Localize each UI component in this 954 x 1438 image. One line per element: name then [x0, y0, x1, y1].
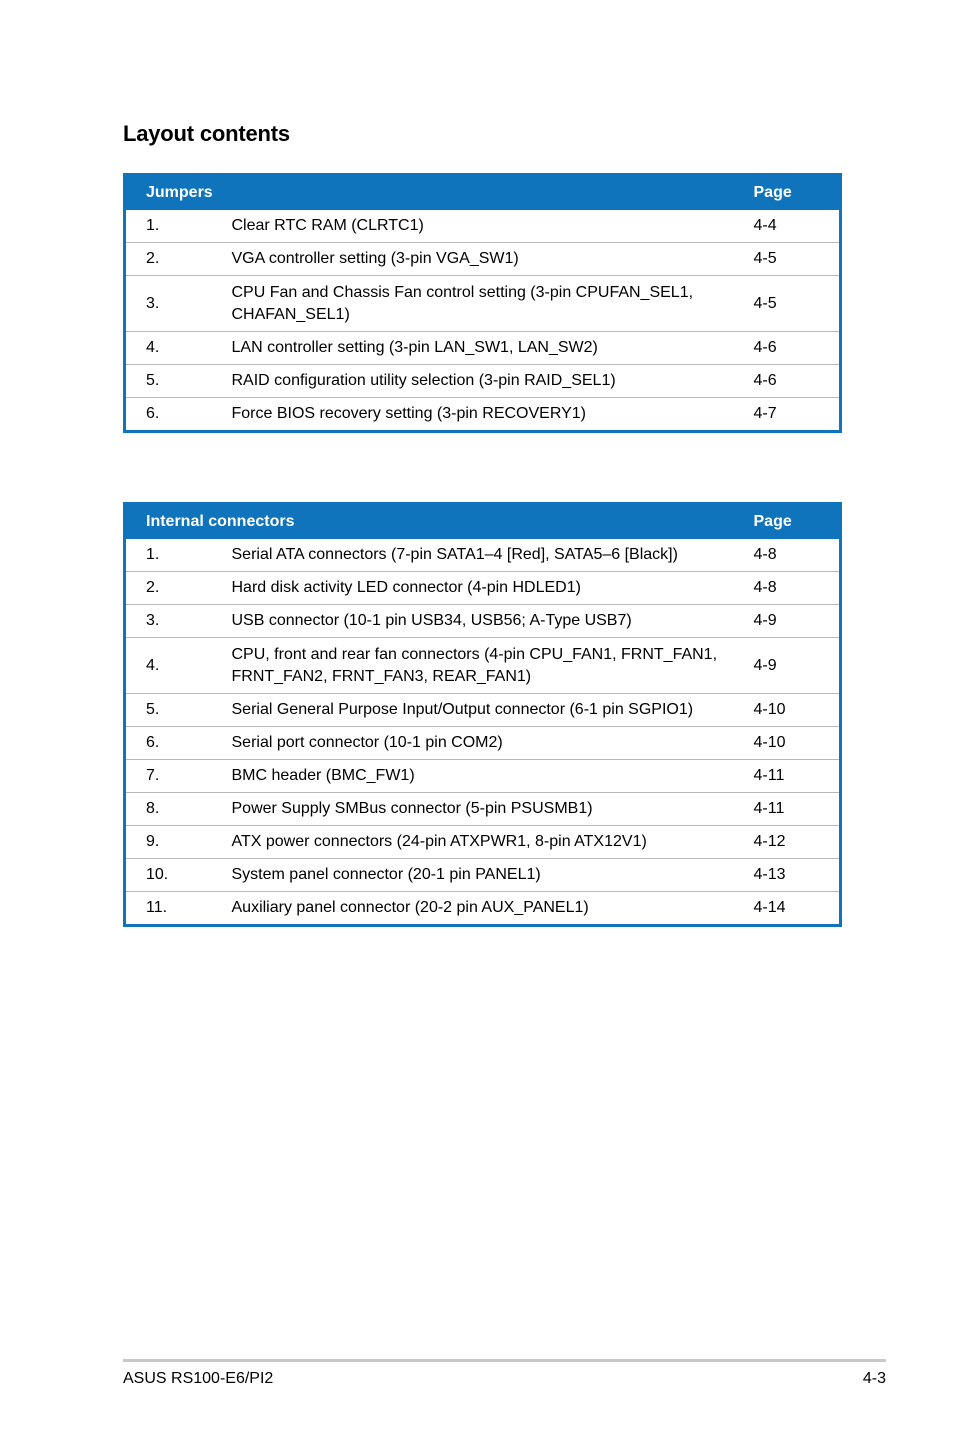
row-number: 2.: [125, 243, 232, 276]
row-page: 4-5: [754, 243, 841, 276]
row-description: Serial General Purpose Input/Output connector (6-1 pin SGPIO1): [232, 694, 754, 727]
row-number: 1.: [125, 539, 232, 572]
table-row: [125, 760, 841, 793]
table-row: [125, 859, 841, 892]
row-description: Serial ATA connectors (7-pin SATA1–4 [Red], SATA5–6 [Black]): [232, 539, 754, 572]
row-page: 4-10: [754, 694, 841, 727]
row-description: Serial port connector (10-1 pin COM2): [232, 727, 754, 760]
row-description: Auxiliary panel connector (20-2 pin AUX_PANEL1): [231, 899, 589, 916]
row-page: 4-6: [754, 365, 841, 398]
row-page: 4-8: [754, 539, 841, 572]
internal-connectors-table: [123, 502, 842, 927]
row-number: 5.: [125, 365, 232, 398]
footer-product-name: ASUS RS100-E6/PI2: [123, 1370, 274, 1387]
table-row: [125, 572, 841, 605]
row-number: 8.: [125, 793, 232, 826]
row-number: 4.: [125, 638, 232, 694]
row-description: CPU, front and rear fan connectors (4-pin CPU_FAN1, FRNT_FAN1, FRNT_FAN2, FRNT_FAN3, REAR_FAN1): [232, 638, 754, 694]
table-row: [125, 365, 841, 398]
row-number: 10.: [125, 859, 232, 892]
row-number: 11.: [146, 899, 168, 916]
row-page: 4-14: [753, 899, 786, 916]
table-row: [125, 793, 841, 826]
row-description: Clear RTC RAM (CLRTC1): [232, 210, 754, 243]
table-row: [125, 539, 841, 572]
row-number: 5.: [125, 694, 232, 727]
row-number: 4.: [125, 332, 232, 365]
table-row: [125, 332, 841, 365]
jumpers-header-row: [125, 175, 841, 211]
table-row: [125, 398, 841, 432]
row-description: USB connector (10-1 pin USB34, USB56; A-Type USB7): [232, 605, 754, 638]
row-number: 6.: [146, 405, 160, 422]
footer-page-number: 4-3: [862, 1370, 886, 1387]
row-page: 4-9: [754, 638, 841, 694]
table-row: [125, 727, 841, 760]
connectors-header-page: Page: [754, 504, 841, 540]
row-description: RAID configuration utility selection (3-pin RAID_SEL1): [232, 365, 754, 398]
jumpers-table: [123, 173, 842, 433]
row-page: 4-11: [754, 793, 841, 826]
row-page: 4-4: [754, 210, 841, 243]
table-row: [125, 210, 841, 243]
row-page: 4-7: [753, 405, 777, 422]
row-description: CPU Fan and Chassis Fan control setting (3-pin CPUFAN_SEL1, CHAFAN_SEL1): [232, 276, 754, 332]
table-row: [125, 276, 841, 332]
row-description: ATX power connectors (24-pin ATXPWR1, 8-pin ATX12V1): [232, 826, 754, 859]
row-description: VGA controller setting (3-pin VGA_SW1): [232, 243, 754, 276]
footer-divider: [123, 1359, 886, 1362]
row-description: Power Supply SMBus connector (5-pin PSUSMB1): [232, 793, 754, 826]
table-row: [125, 638, 841, 694]
table-row: [125, 892, 841, 926]
connectors-header-row: [125, 504, 841, 540]
row-page: 4-6: [754, 332, 841, 365]
row-description: Force BIOS recovery setting (3-pin RECOVERY1): [231, 405, 586, 422]
table-row: [125, 605, 841, 638]
row-number: 7.: [125, 760, 232, 793]
row-description: Hard disk activity LED connector (4-pin HDLED1): [232, 572, 754, 605]
row-page: 4-9: [754, 605, 841, 638]
row-page: 4-13: [754, 859, 841, 892]
page-title: Layout contents: [123, 121, 290, 146]
row-number: 6.: [125, 727, 232, 760]
row-page: 4-8: [754, 572, 841, 605]
row-number: 3.: [125, 605, 232, 638]
jumpers-header-title: Jumpers: [125, 175, 754, 211]
row-page: 4-10: [754, 727, 841, 760]
row-description: LAN controller setting (3-pin LAN_SW1, LAN_SW2): [232, 332, 754, 365]
row-number: 9.: [125, 826, 232, 859]
connectors-header-title: Internal connectors: [125, 504, 754, 540]
table-row: [125, 243, 841, 276]
row-number: 3.: [125, 276, 232, 332]
table-row: [125, 826, 841, 859]
row-number: 1.: [125, 210, 232, 243]
table-row: [125, 694, 841, 727]
row-description: BMC header (BMC_FW1): [232, 760, 754, 793]
jumpers-header-page: Page: [754, 175, 841, 211]
row-page: 4-5: [754, 276, 841, 332]
row-page: 4-11: [754, 760, 841, 793]
row-description: System panel connector (20-1 pin PANEL1): [232, 859, 754, 892]
row-page: 4-12: [754, 826, 841, 859]
row-number: 2.: [125, 572, 232, 605]
